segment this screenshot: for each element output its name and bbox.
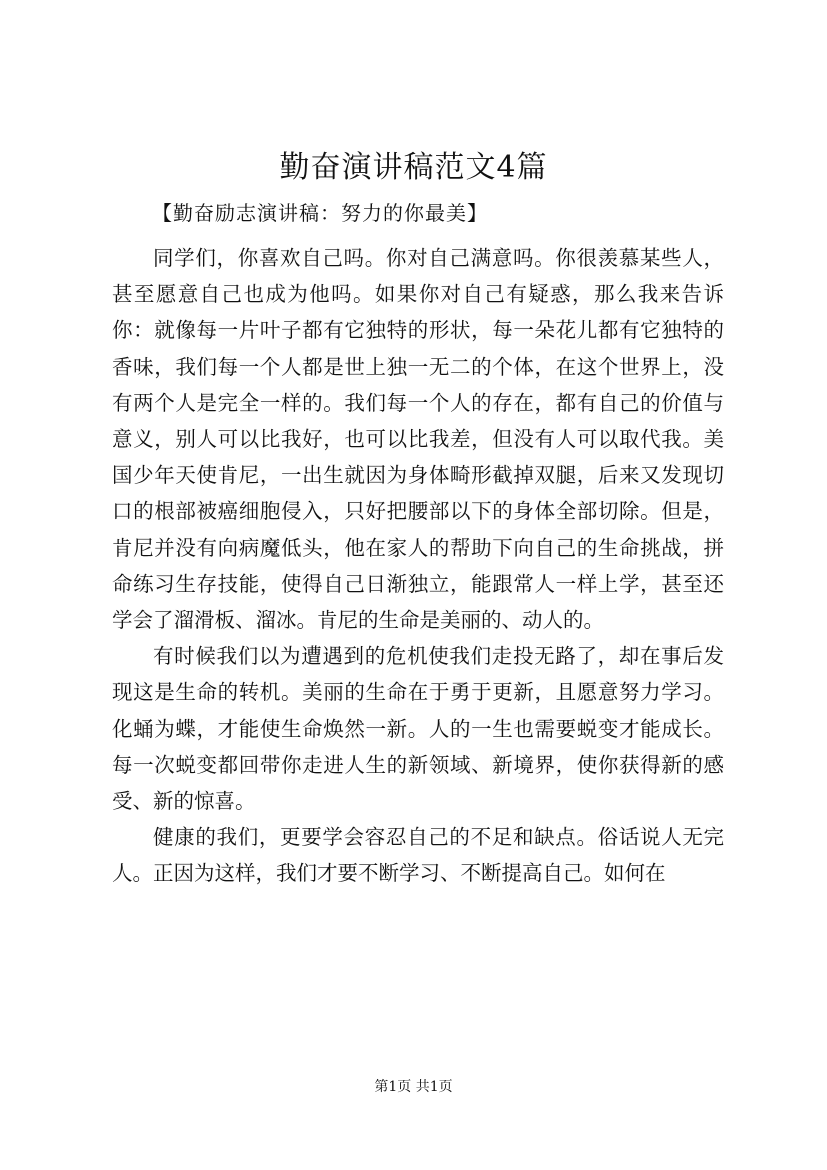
document-body [112, 240, 724, 892]
paragraph: 健康的我们，更要学会容忍自己的不足和缺点。俗话说人无完人。正因为这样，我们才要不断学习、不断提高自己。如何在 [112, 825, 724, 886]
paragraph: 有时候我们以为遭遇到的危机使我们走投无路了，却在事后发现这是生命的转机。美丽的生命在于勇于更新，且愿意努力学习。化蛹为蝶，才能使生命焕然一新。人的一生也需要蜕变才能成长。每一次蜕变都回带你走进人生的新领域、新境界，使你获得新的感受、新的惊喜。 [112, 644, 724, 814]
page-footer: 第1页 共1页 [374, 1079, 453, 1095]
paragraph: 同学们，你喜欢自己吗。你对自己满意吗。你很羡慕某些人，甚至愿意自己也成为他吗。如果你对自己有疑惑，那么我来告诉你：就像每一片叶子都有它独特的形状，每一朵花儿都有它独特的香味，我们每一个人都是世上独一无二的个体，在这个世界上，没有两个人是完全一样的。我们每一个人的存在，都有自己的价值与意义，别人可以比我好，也可以比我差，但没有人可以取代我。美国少年天使肯尼，一出生就因为身体畸形截掉双腿，后来又发现切口的根部被癌细胞侵入，只好把腰部以下的身体全部切除。但是，肯尼并没有向病魔低头，他在家人的帮助下向自己的生命挑战，拼命练习生存技能，使得自己日渐独立，能跟常人一样上学，甚至还学会了溜滑板、溜冰。肯尼的生命是美丽的、动人的。 [112, 246, 724, 633]
document-subtitle: 【勤奋励志演讲稿：努力的你最美】 [152, 201, 488, 225]
document-title: 勤奋演讲稿范文4篇 [279, 150, 548, 185]
